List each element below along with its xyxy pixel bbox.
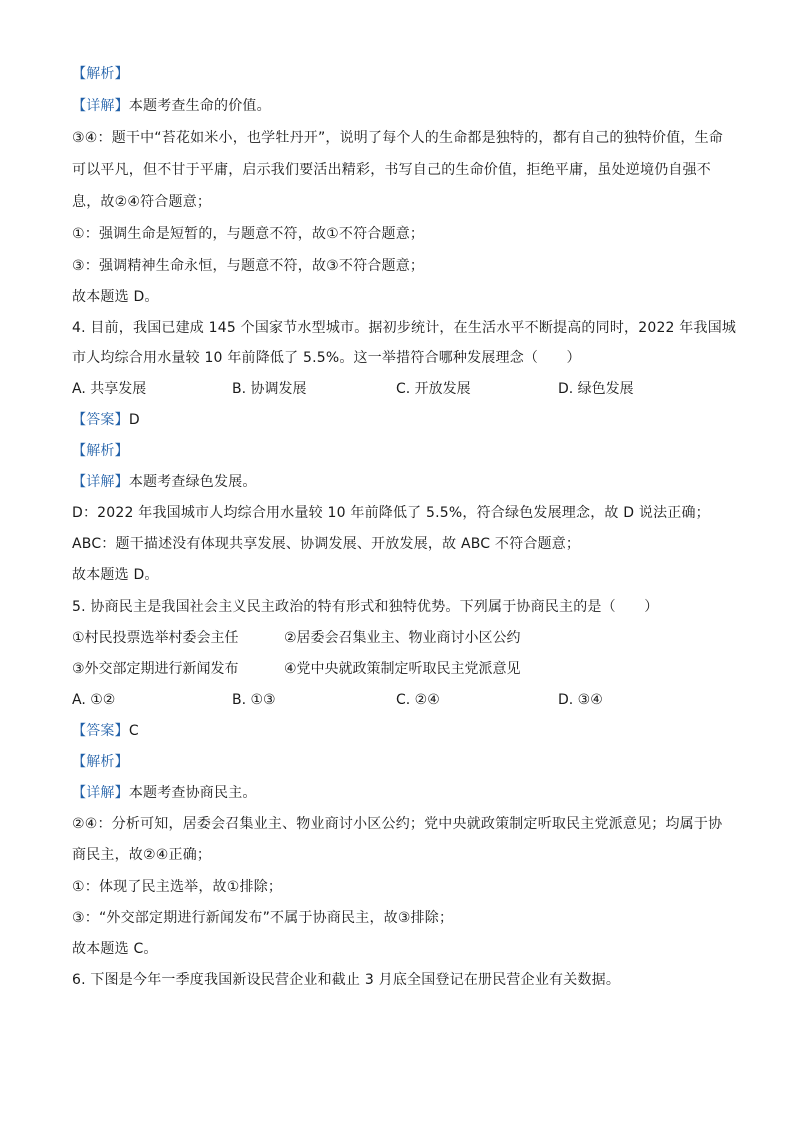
q4-explain-line: 故本题选 D。 (72, 567, 159, 583)
q4-detail: 【详解】本题考查绿色发展。 (72, 474, 257, 490)
q5-option-c: C. ②④ (396, 692, 440, 708)
text-line: 可以平凡，但不甘于平庸，启示我们要活出精彩，书写自己的生命价值，拒绝平庸，虽处逆境仍自强不 (72, 162, 711, 178)
q5-analysis-tag: 【解析】 (72, 754, 129, 770)
q5-explain-line: ①：体现了民主选举，故①排除； (72, 879, 283, 895)
q4-option-b: B. 协调发展 (232, 381, 307, 397)
question-5-stem: 5. 协商民主是我国社会主义民主政治的特有形式和独特优势。下列属于协商民主的是（ ） (72, 599, 659, 615)
question-6-stem: 6. 下图是今年一季度我国新设民营企业和截止 3 月底全国登记在册民营企业有关数据。 (72, 972, 621, 988)
q5-answer: 【答案】C (72, 723, 139, 739)
detail-line: 【详解】本题考查生命的价值。 (72, 98, 271, 114)
q5-option-d: D. ③④ (558, 692, 603, 708)
text-line: 故本题选 D。 (72, 289, 159, 305)
analysis-tag: 【解析】 (72, 66, 129, 82)
question-4-stem-cont: 市人均综合用水量较 10 年前降低了 5.5%。这一举措符合哪种发展理念（ ） (72, 350, 581, 366)
q4-explain-line: ABC：题干描述没有体现共享发展、协调发展、开放发展，故 ABC 不符合题意； (72, 536, 581, 552)
text-line: ③：强调精神生命永恒，与题意不符，故③不符合题意； (72, 258, 425, 274)
q4-option-a: A. 共享发展 (72, 381, 147, 397)
text-line: ①：强调生命是短暂的，与题意不符，故①不符合题意； (72, 226, 425, 242)
q5-option-b: B. ①③ (232, 692, 276, 708)
q5-option-a: A. ①② (72, 692, 116, 708)
q5-explain-line: ③：“外交部定期进行新闻发布”不属于协商民主，故③排除； (72, 910, 454, 926)
q4-option-d: D. 绿色发展 (558, 381, 634, 397)
q5-explain-line: 故本题选 C。 (72, 941, 158, 957)
q5-item-1: ①村民投票选举村委会主任 (72, 630, 239, 646)
q4-explain-line: D：2022 年我国城市人均综合用水量较 10 年前降低了 5.5%，符合绿色发展理念，故 D 说法正确； (72, 505, 710, 521)
q4-answer: 【答案】D (72, 412, 140, 428)
q5-detail: 【详解】本题考查协商民主。 (72, 785, 257, 801)
question-4-stem: 4. 目前，我国已建成 145 个国家节水型城市。据初步统计，在生活水平不断提高的同时，2022 年我国城 (72, 320, 737, 336)
q5-item-2: ②居委会召集业主、物业商讨小区公约 (284, 630, 521, 646)
text-line: 息，故②④符合题意； (72, 194, 212, 210)
q5-item-3: ③外交部定期进行新闻发布 (72, 661, 239, 677)
text-line: ③④：题干中“苔花如米小，也学牡丹开”，说明了每个人的生命都是独特的，都有自己的独特价值，生命 (72, 130, 724, 146)
q4-option-c: C. 开放发展 (396, 381, 471, 397)
q5-explain-line: ②④：分析可知，居委会召集业主、物业商讨小区公约；党中央就政策制定听取民主党派意见；均属于协 (72, 816, 723, 832)
q4-analysis-tag: 【解析】 (72, 443, 129, 459)
q5-item-4: ④党中央就政策制定听取民主党派意见 (284, 661, 521, 677)
q5-explain-line: 商民主，故②④正确； (72, 847, 212, 863)
